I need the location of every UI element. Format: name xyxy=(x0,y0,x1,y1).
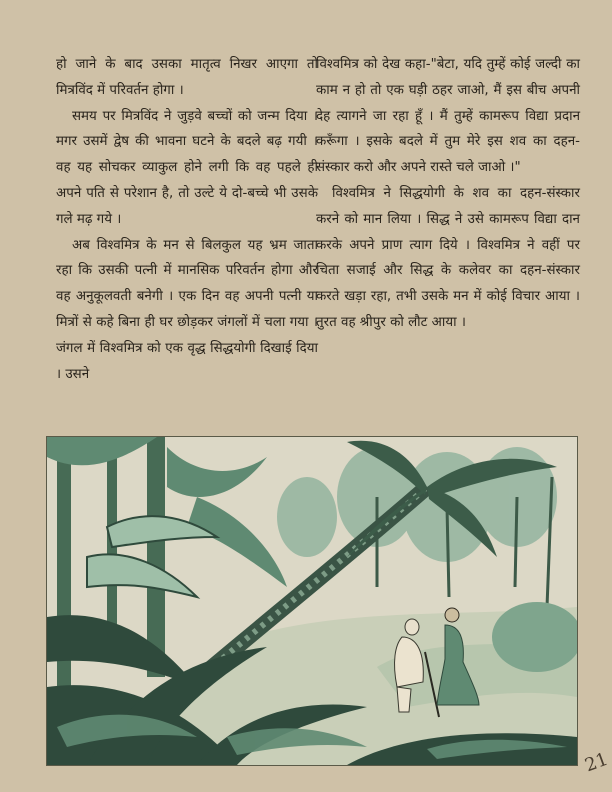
paragraph: विश्वमित्र को देख कहा-"बेटा, यदि तुम्हें कोई जल्दी का काम न हो तो एक घड़ी ठहर जाओ, मैं इस बीच अपनी देह त्यागने जा रहा हूँ । मैं तुम्हें कामरूप विद्या प्रदान करूँगा । इसके बदले में तुम मेरे इस शव का दहन-संस्कार करो और अपने रास्ते चले जाओ ।" xyxy=(316,57,580,176)
page-number: 21 xyxy=(582,748,611,777)
paragraph: समय पर मित्रविंद ने जुड़वे बच्चों को जन्म दिया । मगर उसमें द्वेष की भावना घटने के बदले बढ़ गयी । वह यह सोचकर व्याकुल होने लगी कि वह पहले ही अपने पति से परेशान है, तो उल्टे ये दो-बच्चे भी उसके गले मढ़ गये । xyxy=(56,108,318,227)
text-column-left xyxy=(56,52,318,387)
text-column-right xyxy=(316,52,580,336)
paragraph: विश्वमित्र ने सिद्धयोगी के शव का दहन-संस्कार करने को मान लिया । सिद्ध ने उसे कामरूप विद्या दान करके अपने प्राण त्याग दिये । विश्वमित्र ने वहीं पर चिता सजाई और सिद्ध के कलेवर का दहन-संस्कार करते खड़ा रहा, तभी उसके मन में कोई विचार आया । तुरत वह श्रीपुर को लौट आया । xyxy=(316,185,580,330)
paragraph: हो जाने के बाद उसका मातृत्व निखर आएगा तो मित्रविंद में परिवर्तन होगा । xyxy=(56,57,318,98)
jungle-scene-image xyxy=(47,437,577,765)
paragraph: अब विश्वमित्र के मन से बिलकुल यह भ्रम जाता रहा कि उसकी पत्नी में मानसिक परिवर्तन होगा और वह अनुकूलवती बनेगी । एक दिन वह अपनी पत्नी या मित्रों से कहे बिना ही घर छोड़कर जंगलों में चला गया । जंगल में विश्वमित्र को एक वृद्ध सिद्धयोगी दिखाई दिया । उसने xyxy=(56,237,318,382)
jungle-illustration xyxy=(46,436,578,766)
